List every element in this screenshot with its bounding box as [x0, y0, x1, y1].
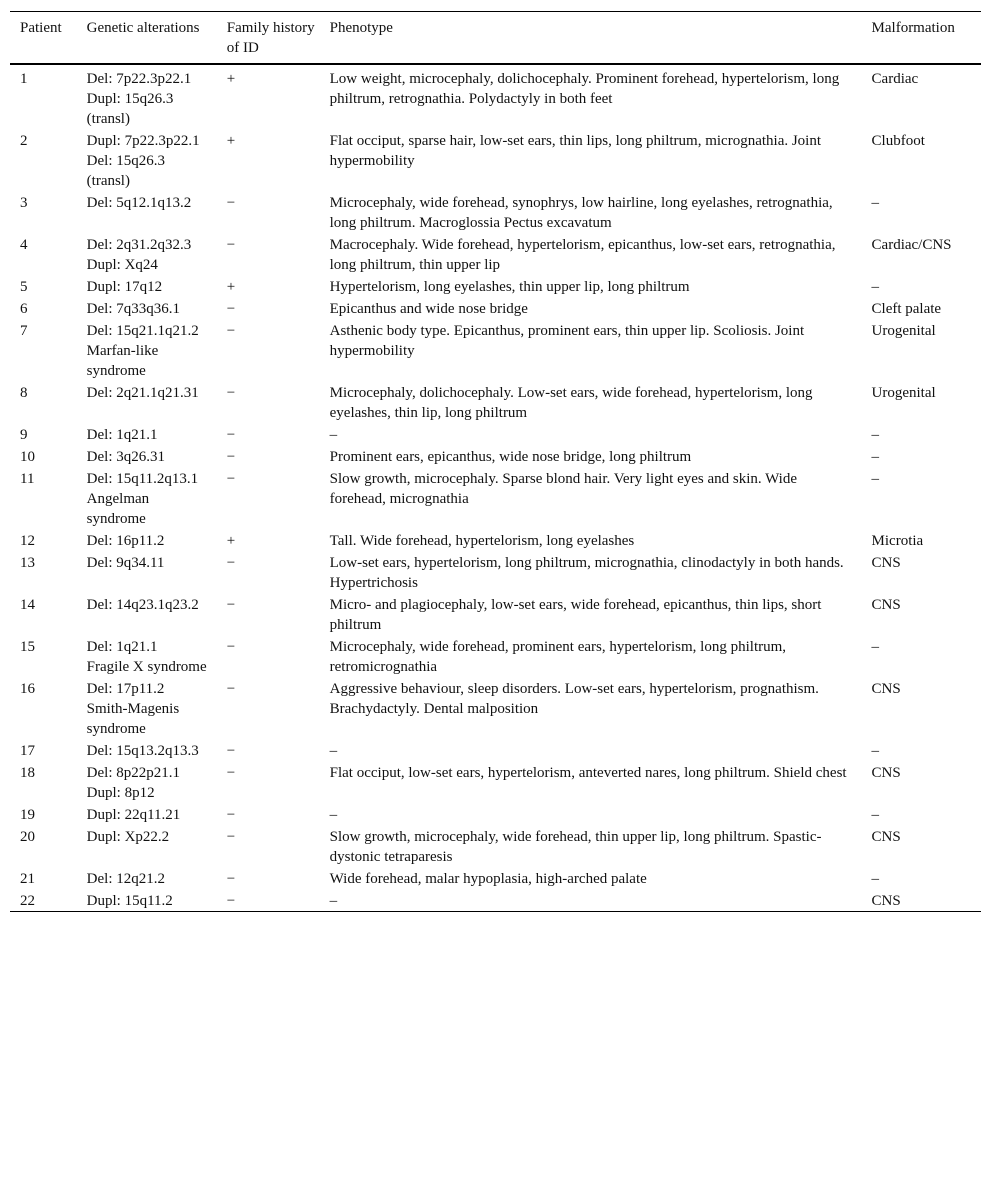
cell-genetic-alterations — [77, 233, 217, 275]
genetic-alteration-line: Del: 7q33q36.1 — [86, 301, 180, 317]
cell-phenotype: Asthenic body type. Epicanthus, prominent ears, thin upper lip. Scoliosis. Joint hypermobility — [329, 323, 805, 359]
table-row — [10, 529, 981, 551]
table-row — [10, 64, 981, 129]
cell-patient: 7 — [20, 323, 28, 339]
cell-family-history: − — [226, 323, 236, 339]
table-row — [10, 867, 981, 889]
cell-patient: 6 — [20, 301, 28, 317]
genetic-alteration-line: Del: 15q13.2q13.3 — [86, 743, 199, 759]
cell-phenotype: – — [329, 427, 338, 443]
cell-genetic-alterations — [77, 529, 217, 551]
cell-genetic-alterations — [77, 467, 217, 529]
cell-genetic-alterations — [77, 551, 217, 593]
cell-phenotype: Macrocephaly. Wide forehead, hypertelorism, epicanthus, low-set ears, retrognathia, long philtrum, thin upper lip — [329, 237, 836, 273]
patient-table — [10, 11, 981, 912]
cell-patient: 8 — [20, 385, 28, 401]
cell-phenotype: Microcephaly, wide forehead, prominent ears, hypertelorism, long philtrum, retromicrognathia — [329, 639, 787, 675]
genetic-alteration-line: Dupl: Xq24 — [86, 257, 158, 273]
cell-family-history: + — [226, 133, 236, 149]
cell-family-history: − — [226, 829, 236, 845]
genetic-alteration-line: Dupl: 7p22.3p22.1 — [86, 133, 200, 149]
cell-malformation: – — [871, 449, 880, 465]
cell-family-history: − — [226, 471, 236, 487]
cell-family-history: − — [226, 871, 236, 887]
cell-patient: 17 — [20, 743, 35, 759]
cell-genetic-alterations — [77, 381, 217, 423]
cell-patient: 11 — [20, 471, 35, 487]
cell-phenotype: Aggressive behaviour, sleep disorders. Low-set ears, hypertelorism, prognathism. Brachydactyly. Dental malposition — [329, 681, 819, 717]
cell-patient: 10 — [20, 449, 35, 465]
table-row — [10, 445, 981, 467]
table-row — [10, 319, 981, 381]
cell-malformation: – — [871, 871, 880, 887]
genetic-alteration-line: Del: 17p11.2 — [86, 681, 165, 697]
header-family-history: Family history of ID — [226, 20, 315, 56]
cell-malformation: – — [871, 639, 880, 655]
genetic-alteration-line: Del: 12q21.2 — [86, 871, 165, 887]
cell-phenotype: Slow growth, microcephaly, wide forehead, thin upper lip, long philtrum. Spastic-dystonic tetraparesis — [329, 829, 822, 865]
cell-phenotype: Prominent ears, epicanthus, wide nose bridge, long philtrum — [329, 449, 692, 465]
cell-genetic-alterations — [77, 129, 217, 191]
cell-genetic-alterations — [77, 635, 217, 677]
cell-genetic-alterations — [77, 297, 217, 319]
genetic-alteration-line: Del: 7p22.3p22.1 — [86, 71, 192, 87]
cell-genetic-alterations — [77, 825, 217, 867]
genetic-alteration-line: Dupl: 15q26.3 (transl) — [86, 91, 174, 127]
genetic-alteration-line: Dupl: Xp22.2 — [86, 829, 170, 845]
table-row — [10, 423, 981, 445]
table-row — [10, 191, 981, 233]
genetic-alteration-line: Dupl: 15q11.2 — [86, 893, 173, 909]
cell-patient: 19 — [20, 807, 35, 823]
genetic-alteration-line: Fragile X syndrome — [86, 659, 207, 675]
cell-malformation: Urogenital — [871, 323, 936, 339]
cell-family-history: − — [226, 385, 236, 401]
cell-family-history: − — [226, 807, 236, 823]
cell-malformation: – — [871, 427, 880, 443]
cell-malformation: Urogenital — [871, 385, 936, 401]
table-row — [10, 889, 981, 912]
table-row — [10, 297, 981, 319]
cell-malformation: CNS — [871, 681, 901, 697]
genetic-alteration-line: Del: 15q21.1q21.2 — [86, 323, 199, 339]
genetic-alteration-line: Dupl: 22q11.21 — [86, 807, 181, 823]
cell-phenotype: Tall. Wide forehead, hypertelorism, long eyelashes — [329, 533, 635, 549]
cell-family-history: − — [226, 195, 236, 211]
genetic-alteration-line: Dupl: 17q12 — [86, 279, 163, 295]
cell-malformation: Cardiac — [871, 71, 919, 87]
table-header — [10, 12, 981, 65]
genetic-alteration-line: Del: 14q23.1q23.2 — [86, 597, 199, 613]
genetic-alteration-line: Del: 1q21.1 — [86, 427, 158, 443]
cell-family-history: − — [226, 555, 236, 571]
cell-patient: 1 — [20, 71, 28, 87]
cell-phenotype: Low weight, microcephaly, dolichocephaly. Prominent forehead, hypertelorism, long philtrum, retrognathia. Polydactyly in both feet — [329, 71, 840, 107]
cell-patient: 12 — [20, 533, 35, 549]
cell-phenotype: – — [329, 807, 338, 823]
cell-malformation: Microtia — [871, 533, 924, 549]
cell-family-history: + — [226, 279, 236, 295]
cell-malformation: CNS — [871, 597, 901, 613]
cell-malformation: CNS — [871, 829, 901, 845]
cell-malformation: – — [871, 807, 880, 823]
cell-patient: 2 — [20, 133, 28, 149]
table-row — [10, 635, 981, 677]
genetic-alteration-line: Del: 15q11.2q13.1 — [86, 471, 199, 487]
cell-family-history: − — [226, 597, 236, 613]
genetic-alteration-line: Dupl: 8p12 — [86, 785, 155, 801]
cell-genetic-alterations — [77, 761, 217, 803]
cell-phenotype: Wide forehead, malar hypoplasia, high-arched palate — [329, 871, 647, 887]
cell-phenotype: Flat occiput, sparse hair, low-set ears, thin lips, long philtrum, micrognathia. Joint hypermobility — [329, 133, 822, 169]
cell-family-history: − — [226, 427, 236, 443]
cell-genetic-alterations — [77, 803, 217, 825]
cell-phenotype: Micro- and plagiocephaly, low-set ears, wide forehead, epicanthus, thin lips, short philtrum — [329, 597, 822, 633]
header-row — [10, 12, 981, 65]
cell-family-history: + — [226, 533, 236, 549]
cell-malformation: – — [871, 279, 880, 295]
genetic-alteration-line: Del: 2q21.1q21.31 — [86, 385, 199, 401]
cell-patient: 13 — [20, 555, 35, 571]
cell-phenotype: – — [329, 893, 338, 909]
cell-family-history: − — [226, 765, 236, 781]
table-row — [10, 803, 981, 825]
table-row — [10, 551, 981, 593]
genetic-alteration-line: Marfan-like syndrome — [86, 343, 159, 379]
cell-phenotype: Epicanthus and wide nose bridge — [329, 301, 528, 317]
cell-malformation: CNS — [871, 555, 901, 571]
cell-malformation: CNS — [871, 893, 901, 909]
cell-patient: 20 — [20, 829, 35, 845]
cell-family-history: − — [226, 681, 236, 697]
cell-family-history: − — [226, 743, 236, 759]
table-row — [10, 381, 981, 423]
table-row — [10, 761, 981, 803]
genetic-alteration-line: Del: 16p11.2 — [86, 533, 165, 549]
cell-genetic-alterations — [77, 64, 217, 129]
cell-malformation: – — [871, 195, 880, 211]
genetic-alteration-line: Del: 8p22p21.1 — [86, 765, 180, 781]
header-malformation: Malformation — [871, 20, 955, 36]
cell-malformation: Cardiac/CNS — [871, 237, 952, 253]
cell-patient: 4 — [20, 237, 28, 253]
genetic-alteration-line: Del: 2q31.2q32.3 — [86, 237, 192, 253]
table-row — [10, 467, 981, 529]
cell-genetic-alterations — [77, 319, 217, 381]
table-row — [10, 129, 981, 191]
cell-genetic-alterations — [77, 191, 217, 233]
cell-family-history: − — [226, 237, 236, 253]
table-row — [10, 825, 981, 867]
cell-patient: 22 — [20, 893, 35, 909]
cell-malformation: Cleft palate — [871, 301, 942, 317]
genetic-alteration-line: Del: 1q21.1 — [86, 639, 158, 655]
header-phenotype: Phenotype — [329, 20, 393, 36]
cell-genetic-alterations — [77, 739, 217, 761]
cell-malformation: CNS — [871, 765, 901, 781]
table-body — [10, 64, 981, 912]
header-patient: Patient — [20, 20, 62, 36]
cell-phenotype: Microcephaly, wide forehead, synophrys, low hairline, long eyelashes, retrognathia, long philtrum. Macroglossia Pectus excavatum — [329, 195, 833, 231]
cell-genetic-alterations — [77, 445, 217, 467]
cell-phenotype: Low-set ears, hypertelorism, long philtrum, micrognathia, clinodactyly in both hands. Hypertrichosis — [329, 555, 844, 591]
cell-phenotype: – — [329, 743, 338, 759]
cell-phenotype: Hypertelorism, long eyelashes, thin upper lip, long philtrum — [329, 279, 690, 295]
cell-family-history: − — [226, 449, 236, 465]
cell-family-history: − — [226, 893, 236, 909]
cell-family-history: − — [226, 639, 236, 655]
cell-patient: 14 — [20, 597, 35, 613]
cell-phenotype: Microcephaly, dolichocephaly. Low-set ears, wide forehead, hypertelorism, long eyelashes, thin lip, long philtrum — [329, 385, 813, 421]
table-row — [10, 739, 981, 761]
table-row — [10, 593, 981, 635]
genetic-alteration-line: Del: 9q34.11 — [86, 555, 165, 571]
cell-patient: 18 — [20, 765, 35, 781]
cell-malformation: Clubfoot — [871, 133, 925, 149]
header-genetic-alterations: Genetic alterations — [86, 20, 200, 36]
cell-patient: 3 — [20, 195, 28, 211]
cell-phenotype: Flat occiput, low-set ears, hypertelorism, anteverted nares, long philtrum. Shield chest — [329, 765, 847, 781]
cell-family-history: − — [226, 301, 236, 317]
cell-genetic-alterations — [77, 275, 217, 297]
cell-genetic-alterations — [77, 889, 217, 912]
cell-patient: 15 — [20, 639, 35, 655]
table-row — [10, 677, 981, 739]
genetic-alteration-line: Del: 15q26.3 (transl) — [86, 153, 165, 189]
genetic-alteration-line: Del: 3q26.31 — [86, 449, 165, 465]
genetic-alteration-line: Angelman syndrome — [86, 491, 150, 527]
cell-genetic-alterations — [77, 593, 217, 635]
table-row — [10, 275, 981, 297]
cell-patient: 9 — [20, 427, 28, 443]
cell-genetic-alterations — [77, 677, 217, 739]
cell-patient: 5 — [20, 279, 28, 295]
cell-malformation: – — [871, 471, 880, 487]
cell-malformation: – — [871, 743, 880, 759]
cell-patient: 21 — [20, 871, 35, 887]
cell-phenotype: Slow growth, microcephaly. Sparse blond hair. Very light eyes and skin. Wide forehead, micrognathia — [329, 471, 797, 507]
cell-genetic-alterations — [77, 423, 217, 445]
cell-patient: 16 — [20, 681, 35, 697]
table-row — [10, 233, 981, 275]
cell-family-history: + — [226, 71, 236, 87]
genetic-alteration-line: Del: 5q12.1q13.2 — [86, 195, 192, 211]
genetic-alteration-line: Smith-Magenis syndrome — [86, 701, 180, 737]
cell-genetic-alterations — [77, 867, 217, 889]
